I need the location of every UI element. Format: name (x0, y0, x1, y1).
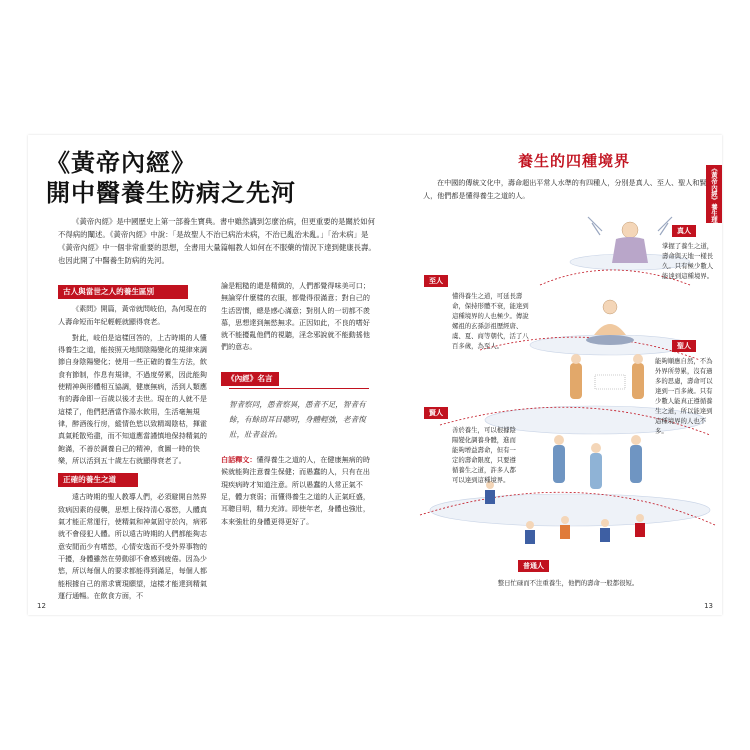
classic-quote: 智者察同，愚者察異，愚者不足，智者有餘，有餘則耳目聰明，身體輕強，老者復壯，壯者益治。 (229, 388, 369, 442)
plain-tag: 白話釋文： (221, 455, 257, 465)
tier-label-ordinary: 普通人 (518, 560, 549, 572)
tier-desc-shengren: 能夠順應自然，不為外界所勞累，沒有過多的思慮，壽命可以達到一百多歲。只有少數人能真正遵循養生之道，所以能達到這種境界的人也不多。 (655, 357, 713, 435)
column-2-text: 論是粗糙的還是精緻的，人們都覺得味美可口；無論穿什麼樣的衣服，都覺得很滿意；對自己的生活習慣，總是感心滿意；對別人的一切都不羨慕，思想達到無慾無求。正因如此，不良的嗜好就不能擾亂他們的視聽，淫念邪說就不能動搖他們的意志。 (221, 281, 370, 352)
section-1-para-2: 對此，岐伯是這樣回答的，上古時期的人懂得養生之道，能按照天地間陰陽變化的規律來調節自身陰陽變化；使用一些正確的養生方法，飲食有節制，作息有規律，不過度勞累，因此能夠使精神與形體相互協調，健康無病，活到人類應有的壽命即一百歲以後才去世。現在的人就不是這樣了，他們把酒當作湯水飲用，生活毫無規律，醉酒後行房，縱情色慾以致精竭陰枯，揮霍真氣耗散殆盡，而不知道應當謹慎地保持精氣的飽滿，不善於調養自己的精神，貪圖一時的快樂，所以活到五十歲左右就顯得衰老了。 (58, 332, 207, 465)
sage-figures (570, 354, 644, 399)
plain-explanation (221, 448, 371, 528)
title-line-2: 開中醫養生防病之先河 (46, 178, 296, 207)
section-heading-2: 正確的養生之道 (58, 473, 138, 487)
intro-text: 《黃帝內經》是中國歷史上第一部養生寶典。書中雖然講到怎麼治病，但更重要的是關於如何不得病的闡述。《黃帝內經》中說：「是故聖人不治已病治未病，不治已亂治未亂。」「治未病」是《黃帝內經》中一個非常重要的思想，全書用大量篇幅教人如何在不服藥的情況下達到健康長壽。也因此開了中醫養生防病的先河。 (58, 217, 376, 265)
section-1-para-1: 《素問》開篇，黃帝就問岐伯，為何現在的人壽命短而年紀輕輕就顯得衰老。 (58, 304, 207, 326)
book-spread (28, 135, 722, 615)
left-page (28, 135, 380, 615)
intro-paragraph (58, 215, 376, 267)
title-line-1: 《黃帝內經》 (46, 148, 196, 177)
right-column (221, 280, 371, 528)
worthy-figures (553, 435, 642, 489)
section-2-para-1: 遠古時期的聖人教導人們，必須避開自然界致病因素的侵襲，思想上保持清心寡慾，人體真氣才能正常運行，使精氣和神氣固守於內，病邪就不會侵犯人體。所以遠古時期的人們都能夠志意安閒而少有嗜慾，心情安逸而不受外界事物的干擾，身體雖然在勞動卻不會感到疲倦。因為少慾，所以每個人的要求都能得到滿足，每個人都能根據自己的需求實現願望，這樣才能達到精氣運行通暢。在飲食方面，不 (58, 492, 207, 600)
right-page-title: 養生的四種境界 (518, 152, 631, 170)
meditating-figure (586, 300, 634, 345)
tier-label-zhiren: 至人 (424, 275, 448, 287)
quote-tag: 《內經》名言 (221, 372, 279, 386)
page-number-right: 13 (704, 602, 713, 610)
plain-text: 懂得養生之道的人，在健康無病的時候就能夠注意養生保健；而愚蠢的人，只有在出現疾病時才知道注意。所以愚蠢的人常正氣不足，體力衰弱；而懂得養生之道的人正氣旺盛，耳聰目明，精力充沛。即使年老，身體也強壯，本來強壯的身體更得更好了。 (221, 455, 370, 526)
left-column (58, 285, 208, 606)
tier-desc-ordinary: 整日忙碌而不注重養生，他們的壽命一般都很短。 (497, 579, 639, 587)
page-title (46, 148, 366, 208)
chapter-side-tab: 《黃帝內經》養生理論 (706, 165, 722, 223)
right-page (380, 135, 722, 615)
tier-label-shengren: 聖人 (672, 340, 696, 352)
right-intro-text: 在中國的傳統文化中，壽命超出平常人水準的有四種人，分別是真人、至人、聖人和賢人，他們都是懂得養生之道的人。 (423, 178, 707, 200)
page-number-left: 12 (37, 602, 46, 610)
section-heading-1: 古人與當世之人的養生區別 (58, 285, 188, 299)
tier-label-xianren: 賢人 (424, 407, 448, 419)
tier-desc-xianren: 善於養生，可以根據陰陽變化調養身體，進而能夠增益壽命，但有一定的壽命限度，只要遵循養生之道，許多人都可以達到這種境界。 (452, 426, 516, 484)
tier-desc-zhiren: 懂得養生之道，可延長壽命，保持形體不衰，能達到這種境界的人也極少。傳說嫘祖的玄孫彭祖歷經唐、虞、夏、商等朝代，活了八百多歲，為至人。 (452, 292, 529, 350)
tier-label-zhenren: 真人 (672, 225, 696, 237)
tier-desc-zhenren: 掌握了養生之道，壽命與天地一樣長久。只有極少數人能達到這種境界。 (662, 242, 714, 280)
